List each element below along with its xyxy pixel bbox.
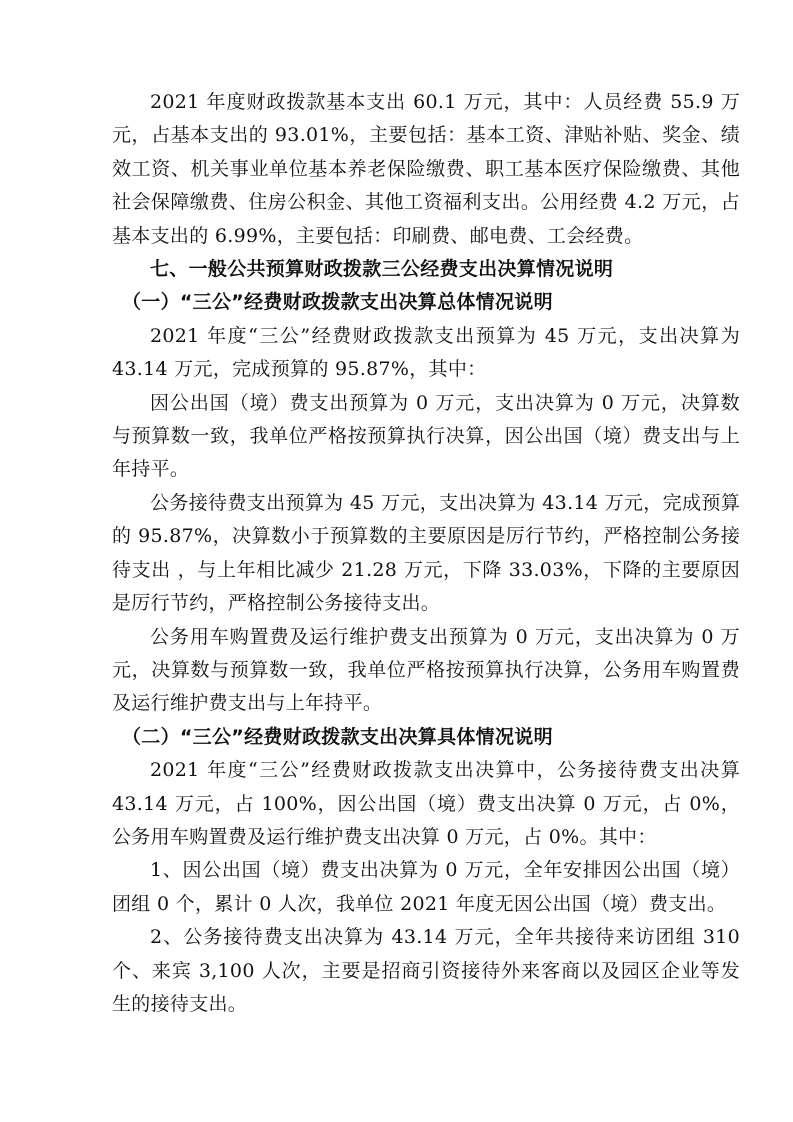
detailed-breakdown-paragraph: 2021 年度“三公”经费财政拨款支出决算中，公务接待费支出决算 43.14 万元，占 100%，因公出国（境）费支出决算 0 万元，占 0%，公务用车购置费及运行维护费支出决算 0 万元，占 0%。其中： bbox=[112, 759, 740, 848]
overseas-travel-paragraph: 因公出国（境）费支出预算为 0 万元，支出决算为 0 万元，决算数与预算数一致，我单位严格按预算执行决算，因公出国（境）费支出与上年持平。 bbox=[112, 391, 740, 481]
item-one-paragraph: 1、因公出国（境）费支出决算为 0 万元，全年安排因公出国（境）团组 0 个，累计 0 人次，我单位 2021 年度无因公出国（境）费支出。 bbox=[112, 859, 740, 915]
subsection-heading-one: （一）“三公”经费财政拨款支出决算总体情况说明 bbox=[122, 291, 553, 314]
section-heading-seven: 七、一般公共预算财政拨款三公经费支出决算情况说明 bbox=[150, 258, 614, 281]
subsection-heading-two: （二）“三公”经费财政拨款支出决算具体情况说明 bbox=[122, 725, 553, 748]
item-two-paragraph: 2、公务接待费支出决算为 43.14 万元，全年共接待来访团组 310 个、来宾 3,100 人次，主要是招商引资接待外来客商以及园区企业等发生的接待支出。 bbox=[112, 926, 740, 1015]
overall-budget-paragraph: 2021 年度“三公”经费财政拨款支出预算为 45 万元，支出决算为 43.14 万元，完成预算的 95.87%，其中： bbox=[112, 324, 740, 381]
reception-expense-paragraph: 公务接待费支出预算为 45 万元，支出决算为 43.14 万元，完成预算的 95.87%，决算数小于预算数的主要原因是厉行节约，严格控制公务接待支出 ，与上年相比减少 21.28 万元，下降 33.03%，下降的主要原因是厉行节约，严格控制公务接待支出。 bbox=[112, 491, 740, 615]
basic-expenditure-paragraph: 2021 年度财政拨款基本支出 60.1 万元，其中：人员经费 55.9 万元，占基本支出的 93.01%，主要包括：基本工资、津贴补贴、奖金、绩效工资、机关事业单位基本养老保险缴费、职工基本医疗保险缴费、其他社会保障缴费、住房公积金、其他工资福利支出。公用经费 4.2 万元，占基本支出的 6.99%，主要包括：印刷费、邮电费、工会经费。 bbox=[112, 91, 740, 247]
vehicle-expense-paragraph: 公务用车购置费及运行维护费支出预算为 0 万元，支出决算为 0 万元，决算数与预算数一致，我单位严格按预算执行决算，公务用车购置费及运行维护费支出与上年持平。 bbox=[112, 625, 740, 715]
document-body bbox=[112, 86, 740, 1021]
